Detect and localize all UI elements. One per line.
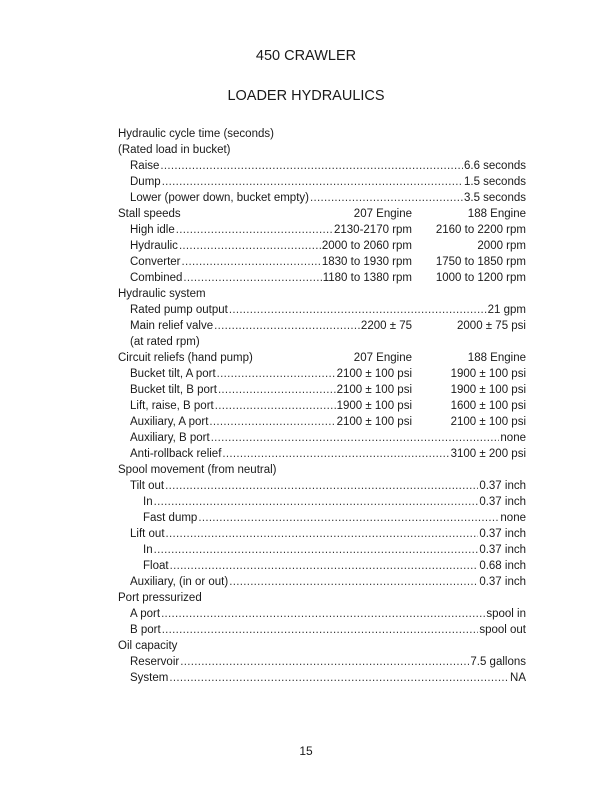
pump-label: Rated pump output	[130, 304, 228, 316]
dot-leader	[229, 574, 478, 590]
spec-row-tilt-out	[0, 478, 612, 494]
spec-list	[0, 126, 612, 686]
dot-leader	[214, 318, 360, 334]
anti-rollback-label: Anti-rollback relief	[130, 448, 222, 460]
aux-a-label: Auxiliary, A port	[130, 416, 209, 428]
lift-in-label: In	[143, 544, 153, 556]
spool-title: Spool movement (from neutral)	[118, 464, 277, 476]
spec-row-raise	[0, 158, 612, 174]
oil-title: Oil capacity	[118, 640, 178, 652]
system-title: Hydraulic system	[118, 288, 206, 300]
page-title: 450 CRAWLER	[255, 48, 357, 64]
aux-b-value: none	[500, 432, 526, 444]
anti-rollback-value: 3100 ± 200 psi	[450, 448, 526, 460]
lift-b-207: 1900 ± 100 psi	[336, 400, 412, 412]
cycle-time-note-text: (Rated load in bucket)	[118, 144, 231, 156]
aux-a-188: 2100 ± 100 psi	[450, 416, 526, 428]
spec-row-combined	[0, 270, 612, 286]
spec-row-tilt-a	[0, 366, 612, 382]
spec-row-port-b	[0, 622, 612, 638]
spec-row-system-oil	[0, 670, 612, 686]
lift-b-label: Lift, raise, B port	[130, 400, 214, 412]
port-a-value: spool in	[486, 608, 526, 620]
lift-out-label: Lift out	[130, 528, 165, 540]
converter-188: 1750 to 1850 rpm	[435, 256, 526, 268]
port-b-label: B port	[130, 624, 161, 636]
relief-note: (at rated rpm)	[130, 336, 200, 348]
reservoir-label: Reservoir	[130, 656, 180, 668]
spec-row-lift-b	[0, 398, 612, 414]
lift-in-value: 0.37 inch	[479, 544, 526, 556]
dot-leader	[198, 510, 499, 526]
hydraulic-207: 2000 to 2060 rpm	[321, 240, 412, 252]
dot-leader	[222, 446, 449, 462]
aux-spool-label: Auxiliary, (in or out)	[130, 576, 229, 588]
oil-heading	[0, 638, 612, 654]
tilt-out-value: 0.37 inch	[479, 480, 526, 492]
spec-row-pump	[0, 302, 612, 318]
dot-leader	[229, 302, 487, 318]
spec-row-port-a	[0, 606, 612, 622]
tilt-out-label: Tilt out	[130, 480, 165, 492]
spec-row-tilt-in	[0, 494, 612, 510]
circuit-title: Circuit reliefs (hand pump)	[118, 352, 253, 364]
high-idle-label: High idle	[130, 224, 175, 236]
reservoir-value: 7.5 gallons	[470, 656, 526, 668]
dot-leader	[162, 174, 463, 190]
spec-row-dump	[0, 174, 612, 190]
main-relief-label: Main relief valve	[130, 320, 214, 332]
lift-b-188: 1600 ± 100 psi	[450, 400, 526, 412]
raise-value: 6.6 seconds	[463, 160, 526, 172]
float-value: 0.68 inch	[479, 560, 526, 572]
spec-row-tilt-b	[0, 382, 612, 398]
port-a-label: A port	[130, 608, 161, 620]
port-heading	[0, 590, 612, 606]
tilt-a-207: 2100 ± 100 psi	[336, 368, 412, 380]
dot-leader	[154, 494, 479, 510]
raise-label: Raise	[130, 160, 160, 172]
tilt-a-label: Bucket tilt, A port	[130, 368, 216, 380]
dump-value: 1.5 seconds	[463, 176, 526, 188]
dump-label: Dump	[130, 176, 161, 188]
tilt-in-value: 0.37 inch	[479, 496, 526, 508]
circuit-col1-header: 207 Engine	[353, 352, 412, 364]
hydraulic-188: 2000 rpm	[477, 240, 526, 252]
spool-heading	[0, 462, 612, 478]
aux-spool-value: 0.37 inch	[479, 576, 526, 588]
section-title: LOADER HYDRAULICS	[227, 88, 385, 104]
dot-leader	[310, 190, 463, 206]
dot-leader	[169, 670, 509, 686]
spec-row-aux-b	[0, 430, 612, 446]
spec-row-fast-dump	[0, 510, 612, 526]
dot-leader	[166, 526, 479, 542]
tilt-b-207: 2100 ± 100 psi	[336, 384, 412, 396]
stall-heading	[0, 206, 612, 222]
spec-row-converter	[0, 254, 612, 270]
dot-leader	[217, 366, 336, 382]
cycle-time-note	[0, 142, 612, 158]
dot-leader	[211, 430, 500, 446]
pump-value: 21 gpm	[487, 304, 526, 316]
stall-col2-header: 188 Engine	[467, 208, 526, 220]
combined-207: 1180 to 1380 rpm	[322, 272, 412, 284]
lower-label: Lower (power down, bucket empty)	[130, 192, 309, 204]
dot-leader	[176, 222, 333, 238]
tilt-b-label: Bucket tilt, B port	[130, 384, 217, 396]
spec-row-reservoir	[0, 654, 612, 670]
cycle-time-heading	[0, 126, 612, 142]
dot-leader	[154, 542, 479, 558]
spec-row-aux-a	[0, 414, 612, 430]
stall-title: Stall speeds	[118, 208, 181, 220]
system-oil-value: NA	[510, 672, 526, 684]
dot-leader	[162, 622, 479, 638]
combined-188: 1000 to 1200 rpm	[435, 272, 526, 284]
dot-leader	[165, 478, 478, 494]
system-heading	[0, 286, 612, 302]
dot-leader	[215, 398, 336, 414]
hydraulic-label: Hydraulic	[130, 240, 178, 252]
main-relief-188: 2000 ± 75 psi	[457, 320, 526, 332]
aux-a-207: 2100 ± 100 psi	[336, 416, 412, 428]
spec-row-main-relief	[0, 318, 612, 334]
main-relief-207: 2200 ± 75	[360, 320, 412, 332]
dot-leader	[182, 254, 321, 270]
dot-leader	[218, 382, 336, 398]
spec-row-aux-spool	[0, 574, 612, 590]
combined-label: Combined	[130, 272, 183, 284]
converter-207: 1830 to 1930 rpm	[321, 256, 412, 268]
spec-row-hydraulic	[0, 238, 612, 254]
spec-row-lift-in	[0, 542, 612, 558]
tilt-a-188: 1900 ± 100 psi	[450, 368, 526, 380]
circuit-heading	[0, 350, 612, 366]
spec-row-anti-rollback	[0, 446, 612, 462]
dot-leader	[179, 238, 321, 254]
dot-leader	[209, 414, 335, 430]
stall-col1-header: 207 Engine	[353, 208, 412, 220]
dot-leader	[170, 558, 479, 574]
tilt-in-label: In	[143, 496, 153, 508]
cycle-time-title: Hydraulic cycle time (seconds)	[118, 128, 274, 140]
circuit-col2-header: 188 Engine	[467, 352, 526, 364]
converter-label: Converter	[130, 256, 181, 268]
spec-row-lower	[0, 190, 612, 206]
tilt-b-188: 1900 ± 100 psi	[450, 384, 526, 396]
high-idle-207: 2130-2170 rpm	[334, 224, 412, 236]
spec-row-float	[0, 558, 612, 574]
system-oil-label: System	[130, 672, 169, 684]
high-idle-188: 2160 to 2200 rpm	[435, 224, 526, 236]
dot-leader	[183, 270, 321, 286]
float-label: Float	[143, 560, 169, 572]
fast-dump-value: none	[500, 512, 526, 524]
spec-row-lift-out	[0, 526, 612, 542]
aux-b-label: Auxiliary, B port	[130, 432, 210, 444]
lift-out-value: 0.37 inch	[479, 528, 526, 540]
lower-value: 3.5 seconds	[463, 192, 526, 204]
dot-leader	[180, 654, 469, 670]
page-number: 15	[299, 744, 313, 758]
port-b-value: spool out	[479, 624, 526, 636]
dot-leader	[160, 158, 463, 174]
fast-dump-label: Fast dump	[143, 512, 198, 524]
port-title: Port pressurized	[118, 592, 202, 604]
spec-row-high-idle	[0, 222, 612, 238]
spec-row-relief-note	[0, 334, 612, 350]
dot-leader	[161, 606, 485, 622]
